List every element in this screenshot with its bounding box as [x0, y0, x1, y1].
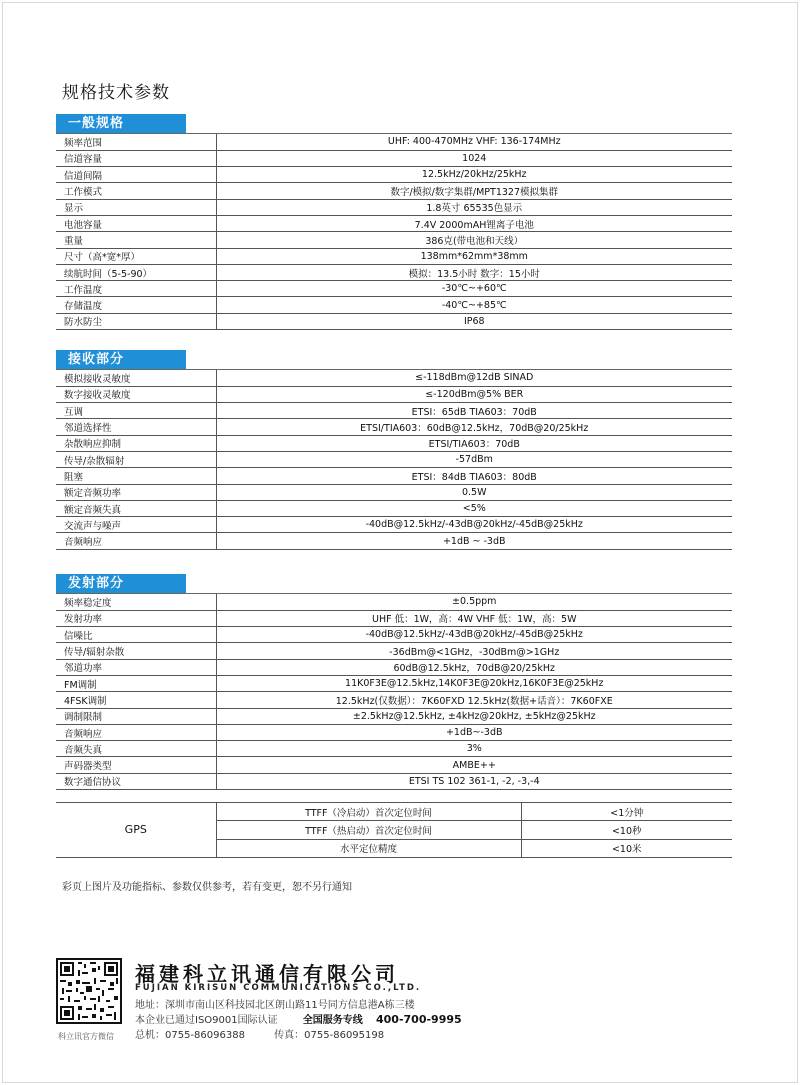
- spec-value: ±0.5ppm: [216, 594, 732, 610]
- spec-value: 1.8英寸 65535色显示: [216, 199, 732, 215]
- section-title: 发射部分: [56, 574, 186, 594]
- spec-label: 防水防尘: [56, 313, 216, 329]
- table-row: [56, 313, 732, 329]
- spec-label: 阻塞: [56, 468, 216, 484]
- spec-label: 音频响应: [56, 533, 216, 549]
- table-row: [56, 659, 732, 675]
- spec-label: 额定音频功率: [56, 484, 216, 500]
- table-row: [56, 757, 732, 773]
- qr-caption: 科立讯官方微信: [58, 1032, 114, 1041]
- spec-label: 工作模式: [56, 183, 216, 199]
- spec-label: 续航时间（5-5-90）: [56, 264, 216, 280]
- spec-value: -40dB@12.5kHz/-43dB@20kHz/-45dB@25kHz: [216, 627, 732, 643]
- hotline-label: 全国服务专线: [302, 1015, 363, 1026]
- section-title: 一般规格: [56, 114, 186, 134]
- spec-label: 信道间隔: [56, 167, 216, 183]
- table-row: [56, 215, 732, 231]
- spec-value: 数字/模拟/数字集群/MPT1327模拟集群: [216, 183, 732, 199]
- spec-value: 11K0F3E@12.5kHz,14K0F3E@20kHz,16K0F3E@25kHz: [216, 675, 732, 691]
- spec-label: 交流声与噪声: [56, 517, 216, 533]
- spec-value: ETSI/TIA603：60dB@12.5kHz，70dB@20/25kHz: [216, 419, 732, 435]
- table-row: [56, 468, 732, 484]
- table-row: [56, 386, 732, 402]
- spec-label: 存储温度: [56, 297, 216, 313]
- spec-value: ETSI TS 102 361-1, -2, -3,-4: [216, 773, 732, 789]
- spec-value: IP68: [216, 313, 732, 329]
- spec-value: 386克(带电池和天线）: [216, 232, 732, 248]
- gps-item: 水平定位精度: [216, 839, 521, 857]
- disclaimer-note: 彩页上图片及功能指标、参数仅供参考，若有变更，恕不另行通知: [62, 882, 352, 893]
- table-row: [56, 199, 732, 215]
- spec-value: -57dBm: [216, 451, 732, 467]
- table-row: [56, 643, 732, 659]
- spec-label: 杂散响应抑制: [56, 435, 216, 451]
- spec-value: -30℃~+60℃: [216, 281, 732, 297]
- table-row: [56, 403, 732, 419]
- spec-value: ≤-118dBm@12dB SINAD: [216, 370, 732, 386]
- spec-label: 声码器类型: [56, 757, 216, 773]
- section-transmit: [56, 574, 732, 790]
- spec-value: ETSI：65dB TIA603：70dB: [216, 403, 732, 419]
- table-row: [56, 183, 732, 199]
- spec-value: 12.5kHz/20kHz/25kHz: [216, 167, 732, 183]
- spec-label: 尺寸（高*宽*厚）: [56, 248, 216, 264]
- divider: [56, 593, 732, 594]
- spec-value: 0.5W: [216, 484, 732, 500]
- company-name-en: FUJIAN KIRISUN COMMUNICATIONS CO.,LTD.: [135, 983, 422, 993]
- section-header: [56, 350, 732, 370]
- gps-label: GPS: [56, 803, 216, 858]
- spec-value: 模拟：13.5小时 数字：15小时: [216, 264, 732, 280]
- section-header: [56, 574, 732, 594]
- gps-value: <10秒: [521, 821, 732, 839]
- spec-value: +1dB~-3dB: [216, 724, 732, 740]
- spec-label: 显示: [56, 199, 216, 215]
- divider: [56, 133, 732, 134]
- spec-label: FM调制: [56, 675, 216, 691]
- spec-label: 数字通信协议: [56, 773, 216, 789]
- table-row: [56, 435, 732, 451]
- spec-label: 频率稳定度: [56, 594, 216, 610]
- hotline-number: 400-700-9995: [376, 1013, 462, 1026]
- gps-table: [56, 802, 732, 858]
- spec-label: 传导/杂散辐射: [56, 451, 216, 467]
- table-row: [56, 134, 732, 150]
- gps-item: TTFF（冷启动）首次定位时间: [216, 803, 521, 821]
- spec-label: 发射功率: [56, 610, 216, 626]
- table-row: [56, 484, 732, 500]
- iso-statement: 本企业已通过ISO9001国际认证: [135, 1015, 278, 1026]
- gps-value: <1分钟: [521, 803, 732, 821]
- spec-value: -40dB@12.5kHz/-43dB@20kHz/-45dB@25kHz: [216, 517, 732, 533]
- table-row: [56, 803, 732, 821]
- spec-value: ±2.5kHz@12.5kHz, ±4kHz@20kHz, ±5kHz@25kHz: [216, 708, 732, 724]
- table-row: [56, 708, 732, 724]
- table-row: [56, 281, 732, 297]
- spec-label: 音频响应: [56, 724, 216, 740]
- spec-label: 传导/辐射杂散: [56, 643, 216, 659]
- spec-value: AMBE++: [216, 757, 732, 773]
- table-row: [56, 419, 732, 435]
- spec-label: 信道容量: [56, 150, 216, 166]
- spec-value: 3%: [216, 741, 732, 757]
- section-title: 接收部分: [56, 350, 186, 370]
- table-row: [56, 517, 732, 533]
- phone-line: [135, 1026, 384, 1041]
- spec-label: 频率范围: [56, 134, 216, 150]
- company-name: 福建科立讯通信有限公司: [135, 962, 399, 986]
- gps-item: TTFF（热启动）首次定位时间: [216, 821, 521, 839]
- table-row: [56, 297, 732, 313]
- spec-label: 额定音频失真: [56, 500, 216, 516]
- table-row: [56, 150, 732, 166]
- spec-label: 数字接收灵敏度: [56, 386, 216, 402]
- spec-label: 重量: [56, 232, 216, 248]
- spec-label: 电池容量: [56, 215, 216, 231]
- spec-value: <5%: [216, 500, 732, 516]
- spec-value: UHF: 400-470MHz VHF: 136-174MHz: [216, 134, 732, 150]
- spec-value: +1dB ~ -3dB: [216, 533, 732, 549]
- spec-label: 4FSK调制: [56, 692, 216, 708]
- table-row: [56, 232, 732, 248]
- spec-value: -36dBm@<1GHz，-30dBm@>1GHz: [216, 643, 732, 659]
- table-row: [56, 741, 732, 757]
- spec-table-transmit: [56, 594, 732, 790]
- table-row: [56, 451, 732, 467]
- contact-line: [135, 1011, 462, 1026]
- table-row: [56, 692, 732, 708]
- spec-value: 7.4V 2000mAH锂离子电池: [216, 215, 732, 231]
- section-general: [56, 114, 732, 330]
- table-row: [56, 264, 732, 280]
- gps-value: <10米: [521, 839, 732, 857]
- table-row: [56, 675, 732, 691]
- table-row: [56, 533, 732, 549]
- spec-value: 12.5kHz(仅数据）：7K60FXD 12.5kHz(数据+话音）：7K60FXE: [216, 692, 732, 708]
- switchboard-phone: 总机：0755-86096388: [135, 1030, 245, 1041]
- spec-label: 工作温度: [56, 281, 216, 297]
- table-row: [56, 370, 732, 386]
- table-row: [56, 500, 732, 516]
- table-row: [56, 167, 732, 183]
- spec-value: ≤-120dBm@5% BER: [216, 386, 732, 402]
- section-receive: [56, 350, 732, 550]
- spec-value: 1024: [216, 150, 732, 166]
- table-row: [56, 248, 732, 264]
- table-row: [56, 724, 732, 740]
- table-row: [56, 773, 732, 789]
- spec-table-general: [56, 134, 732, 330]
- spec-value: ETSI/TIA603：70dB: [216, 435, 732, 451]
- table-row: [56, 594, 732, 610]
- page-title: 规格技术参数: [62, 83, 170, 103]
- qr-code-icon: [56, 958, 122, 1024]
- company-address: 地址：深圳市南山区科技园北区朗山路11号同方信息港A栋三楼: [135, 1000, 415, 1011]
- spec-label: 邻道功率: [56, 659, 216, 675]
- fax-number: 传真：0755-86095198: [274, 1030, 385, 1041]
- section-header: [56, 114, 732, 134]
- spec-label: 信噪比: [56, 627, 216, 643]
- spec-value: 60dB@12.5kHz，70dB@20/25kHz: [216, 659, 732, 675]
- spec-table-receive: [56, 370, 732, 550]
- divider: [56, 369, 732, 370]
- spec-label: 邻道选择性: [56, 419, 216, 435]
- spec-value: 138mm*62mm*38mm: [216, 248, 732, 264]
- spec-value: ETSI：84dB TIA603：80dB: [216, 468, 732, 484]
- spec-label: 模拟接收灵敏度: [56, 370, 216, 386]
- table-row: [56, 627, 732, 643]
- spec-label: 音频失真: [56, 741, 216, 757]
- spec-label: 互调: [56, 403, 216, 419]
- spec-value: -40℃~+85℃: [216, 297, 732, 313]
- spec-value: UHF 低：1W，高：4W VHF 低：1W，高：5W: [216, 610, 732, 626]
- table-row: [56, 610, 732, 626]
- spec-label: 调制限制: [56, 708, 216, 724]
